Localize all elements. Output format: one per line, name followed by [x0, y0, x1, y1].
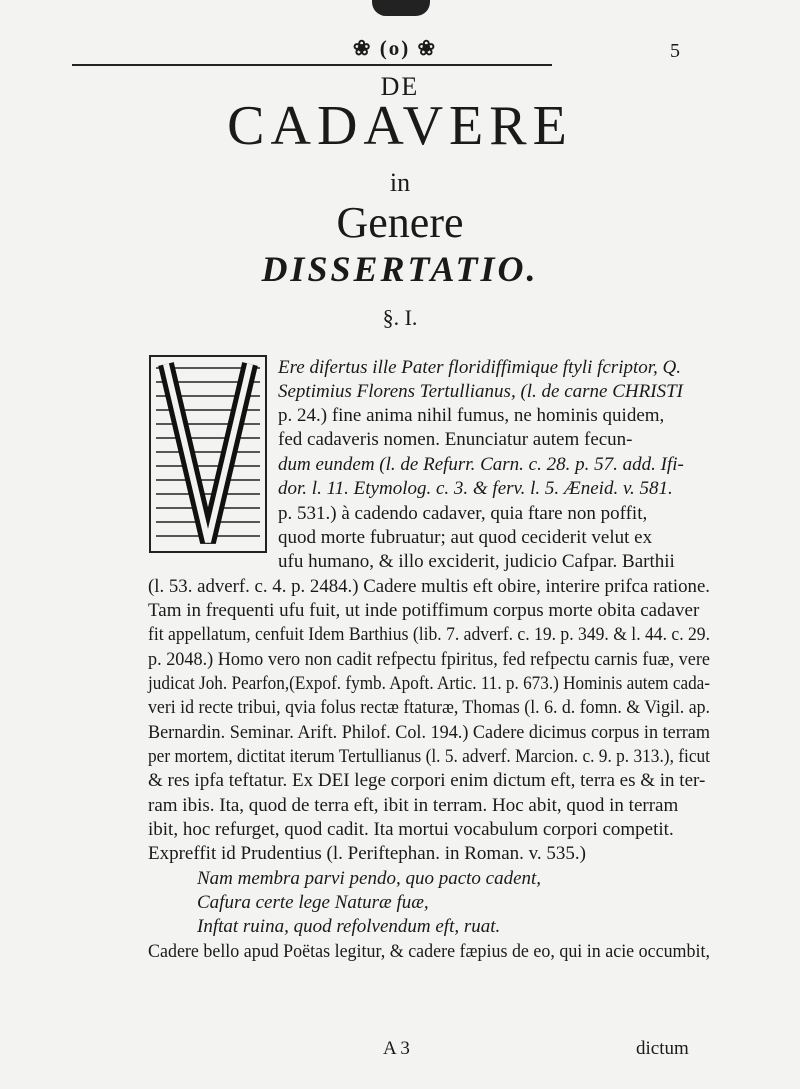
- page-number: 5: [670, 40, 680, 62]
- text-line: p. 2048.) Homo vero non cadit refpectu fpiritus, fed refpectu carnis fuæ, vere: [148, 649, 710, 670]
- title-genere: Genere: [336, 198, 464, 247]
- text-line: Cadere bello apud Poëtas legitur, & cadere fæpius de eo, qui in acie occumbit,: [148, 941, 710, 962]
- catchword: dictum: [636, 1038, 689, 1059]
- title-cadavere: CADAVERE: [227, 95, 573, 157]
- verse-line: Nam membra parvi pendo, quo pacto cadent,: [197, 868, 542, 889]
- text-line: Bernardin. Seminar. Arift. Philof. Col. 194.) Cadere dicimus corpus in terram: [148, 722, 710, 743]
- verse-line: Cafura certe lege Naturæ fuæ,: [197, 892, 429, 913]
- text-line: quod morte fubruatur; aut quod ceciderit velut ex: [278, 527, 653, 548]
- text-line: & res ipfa teftatur. Ex DEI lege corpori enim dictum eft, terra es & in ter-: [148, 770, 706, 791]
- verse-line: Inftat ruina, quod refolvendum eft, ruat.: [197, 916, 501, 937]
- decorated-initial-v: [148, 354, 268, 554]
- header-ornament: ❀ (o) ❀: [352, 36, 438, 60]
- text-line: fed cadaveris nomen. Enunciatur autem fecun-: [278, 429, 633, 450]
- text-line: ibit, hoc refurget, quod cadit. Ita mortui vocabulum corpori competit.: [148, 819, 674, 840]
- text-line: (l. 53. adverf. c. 4. p. 2484.) Cadere multis eft obire, interire prifca ratione.: [148, 576, 710, 597]
- signature-mark: A 3: [383, 1038, 410, 1059]
- text-line: ram ibis. Ita, quod de terra eft, ibit in terram. Hoc abit, quod in terram: [148, 795, 679, 816]
- text-line: dor. l. 11. Etymolog. c. 3. & ferv. l. 5. Æneid. v. 581.: [278, 478, 673, 499]
- text-line: per mortem, dictitat iterum Tertullianus (l. 5. adverf. Marcion. c. 9. p. 313.), ficut: [148, 746, 710, 767]
- title-in: in: [389, 168, 411, 197]
- text-line: Expreffit id Prudentius (l. Periftephan. in Roman. v. 535.): [148, 843, 586, 864]
- text-line: p. 531.) à cadendo cadaver, quia ftare non poffit,: [278, 503, 648, 524]
- text-line: dum eundem (l. de Refurr. Carn. c. 28. p. 57. add. Ifi-: [278, 454, 684, 475]
- title-dissertatio: DISSERTATIO.: [261, 249, 539, 289]
- text-line: Septimius Florens Tertullianus, (l. de carne CHRISTI: [278, 381, 683, 402]
- text-line: p. 24.) fine anima nihil fumus, ne hominis quidem,: [278, 405, 665, 426]
- text-line: fit appellatum, cenfuit Idem Barthius (lib. 7. adverf. c. 19. p. 349. & l. 44. c. 29.: [148, 624, 710, 645]
- text-line: Tam in frequenti ufu fuit, ut inde potiffimum corpus morte obita cadaver: [148, 600, 700, 621]
- text-line: judicat Joh. Pearfon,(Expof. fymb. Apoft. Artic. 11. p. 673.) Hominis autem cada-: [148, 673, 710, 694]
- text-line: ufu humano, & illo exciderit, judicio Cafpar. Barthii: [278, 551, 675, 572]
- top-ornament: [372, 0, 430, 16]
- text-line: veri id recte tribui, qvia folus rectæ ftaturæ, Thomas (l. 6. d. fomn. & Vigil. ap.: [148, 697, 710, 718]
- text-line: Ere difertus ille Pater floridiffimique ftyli fcriptor, Q.: [278, 357, 682, 378]
- title-de: DE: [380, 72, 420, 101]
- header-rule: [72, 64, 552, 66]
- section-mark: §. I.: [382, 305, 418, 330]
